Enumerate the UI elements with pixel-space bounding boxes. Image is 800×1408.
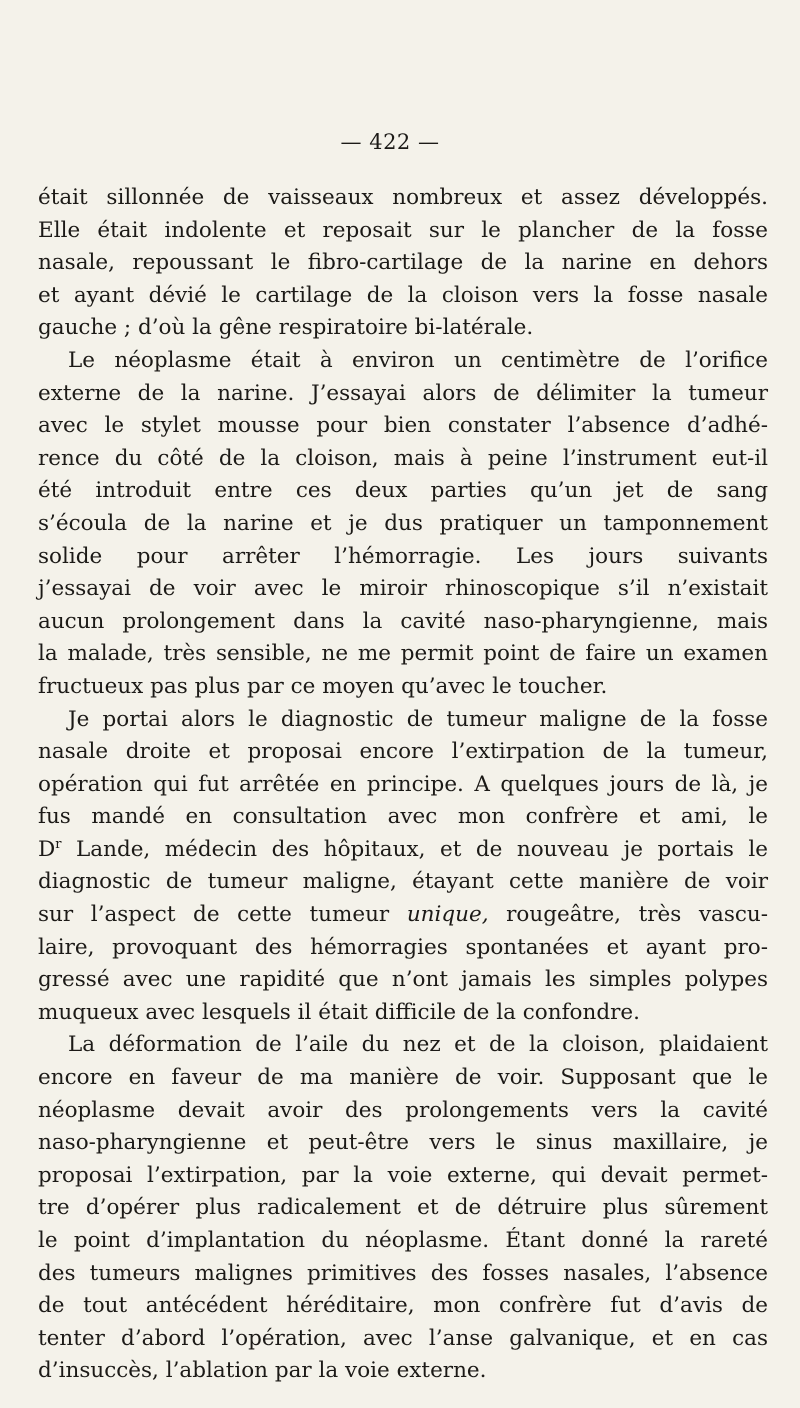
doctor-abbrev-letter: D <box>38 836 56 862</box>
text-line: encore en faveur de ma manière de voir. Supposant que le <box>38 1065 768 1091</box>
text-line: solide pour arrêter l’hémorragie. Les jours suivants <box>38 543 768 569</box>
paragraph-start-line: Le néoplasme était à environ un centimètre de l’orifice <box>68 347 768 373</box>
body-text <box>38 182 768 1388</box>
text-line: naso-pharyngienne et peut-être vers le sinus maxillaire, je <box>38 1130 768 1156</box>
text-line: j’essayai de voir avec le miroir rhinoscopique s’il n’existait <box>38 576 768 602</box>
text-line: de tout antécédent héréditaire, mon confrère fut d’avis de <box>38 1293 768 1319</box>
text-line: opération qui fut arrêtée en principe. A quelques jours de là, je <box>38 771 768 797</box>
text-line-content: rougeâtre, très vascu- <box>506 902 769 928</box>
text-line: la malade, très sensible, ne me permit point de faire un examen <box>38 641 768 667</box>
text-line <box>38 899 768 932</box>
text-line: s’écoula de la narine et je dus pratiquer un tamponnement <box>38 510 768 536</box>
text-line: muqueux avec lesquels il était difficile de la confondre. <box>38 999 640 1025</box>
text-line: avec le stylet mousse pour bien constater l’absence d’adhé- <box>38 413 768 439</box>
text-line: et ayant dévié le cartilage de la cloison vers la fosse nasale <box>38 282 768 308</box>
text-line: nasale droite et proposai encore l’extirpation de la tumeur, <box>38 739 768 765</box>
page-number: — 422 — <box>340 130 440 154</box>
text-line: rence du côté de la cloison, mais à peine l’instrument eut-il <box>38 445 768 471</box>
text-line: externe de la narine. J’essayai alors de délimiter la tumeur <box>38 380 768 406</box>
doctor-abbrev-sup: r <box>55 836 62 852</box>
text-line: le point d’implantation du néoplasme. Étant donné la rareté <box>38 1228 768 1253</box>
text-line-content: sur l’aspect de cette tumeur <box>38 902 390 928</box>
doctor-abbrev <box>38 837 61 862</box>
paragraph-start-line: La déformation de l’aile du nez et de la cloison, plaidaient <box>68 1032 768 1058</box>
text-line-content: Lande, médecin des hôpitaux, et de nouveau je portais le <box>76 836 768 862</box>
text-line: Elle était indolente et reposait sur le plancher de la fosse <box>38 217 768 243</box>
text-line: diagnostic de tumeur maligne, étayant cette manière de voir <box>38 869 768 895</box>
text-line: d’insuccès, l’ablation par la voie externe. <box>38 1358 487 1384</box>
italic-word: unique, <box>406 902 489 928</box>
text-line: néoplasme devait avoir des prolongements vers la cavité <box>38 1097 768 1123</box>
text-line: été introduit entre ces deux parties qu’un jet de sang <box>38 478 768 504</box>
text-line: aucun prolongement dans la cavité naso-pharyngienne, mais <box>38 608 768 634</box>
text-line: gauche ; d’où la gêne respiratoire bi-latérale. <box>38 315 534 341</box>
text-line: proposai l’extirpation, par la voie externe, qui devait permet- <box>38 1162 768 1188</box>
text-line: des tumeurs malignes primitives des fosses nasales, l’absence <box>38 1260 768 1286</box>
text-line: nasale, repoussant le fibro-cartilage de la narine en dehors <box>38 250 768 276</box>
text-line: fructueux pas plus par ce moyen qu’avec le toucher. <box>38 673 608 699</box>
text-line: gressé avec une rapidité que n’ont jamais les simples polypes <box>38 967 768 993</box>
text-line: était sillonnée de vaisseaux nombreux et assez développés. <box>38 185 768 210</box>
text-line <box>38 834 768 867</box>
paragraph-start-line: Je portai alors le diagnostic de tumeur maligne de la fosse <box>68 706 768 732</box>
text-line: tenter d’abord l’opération, avec l’anse galvanique, et en cas <box>38 1325 768 1351</box>
text-line: fus mandé en consultation avec mon confrère et ami, le <box>38 804 768 830</box>
text-line: tre d’opérer plus radicalement et de détruire plus sûrement <box>38 1195 768 1221</box>
text-line: laire, provoquant des hémorragies spontanées et ayant pro- <box>38 934 768 960</box>
